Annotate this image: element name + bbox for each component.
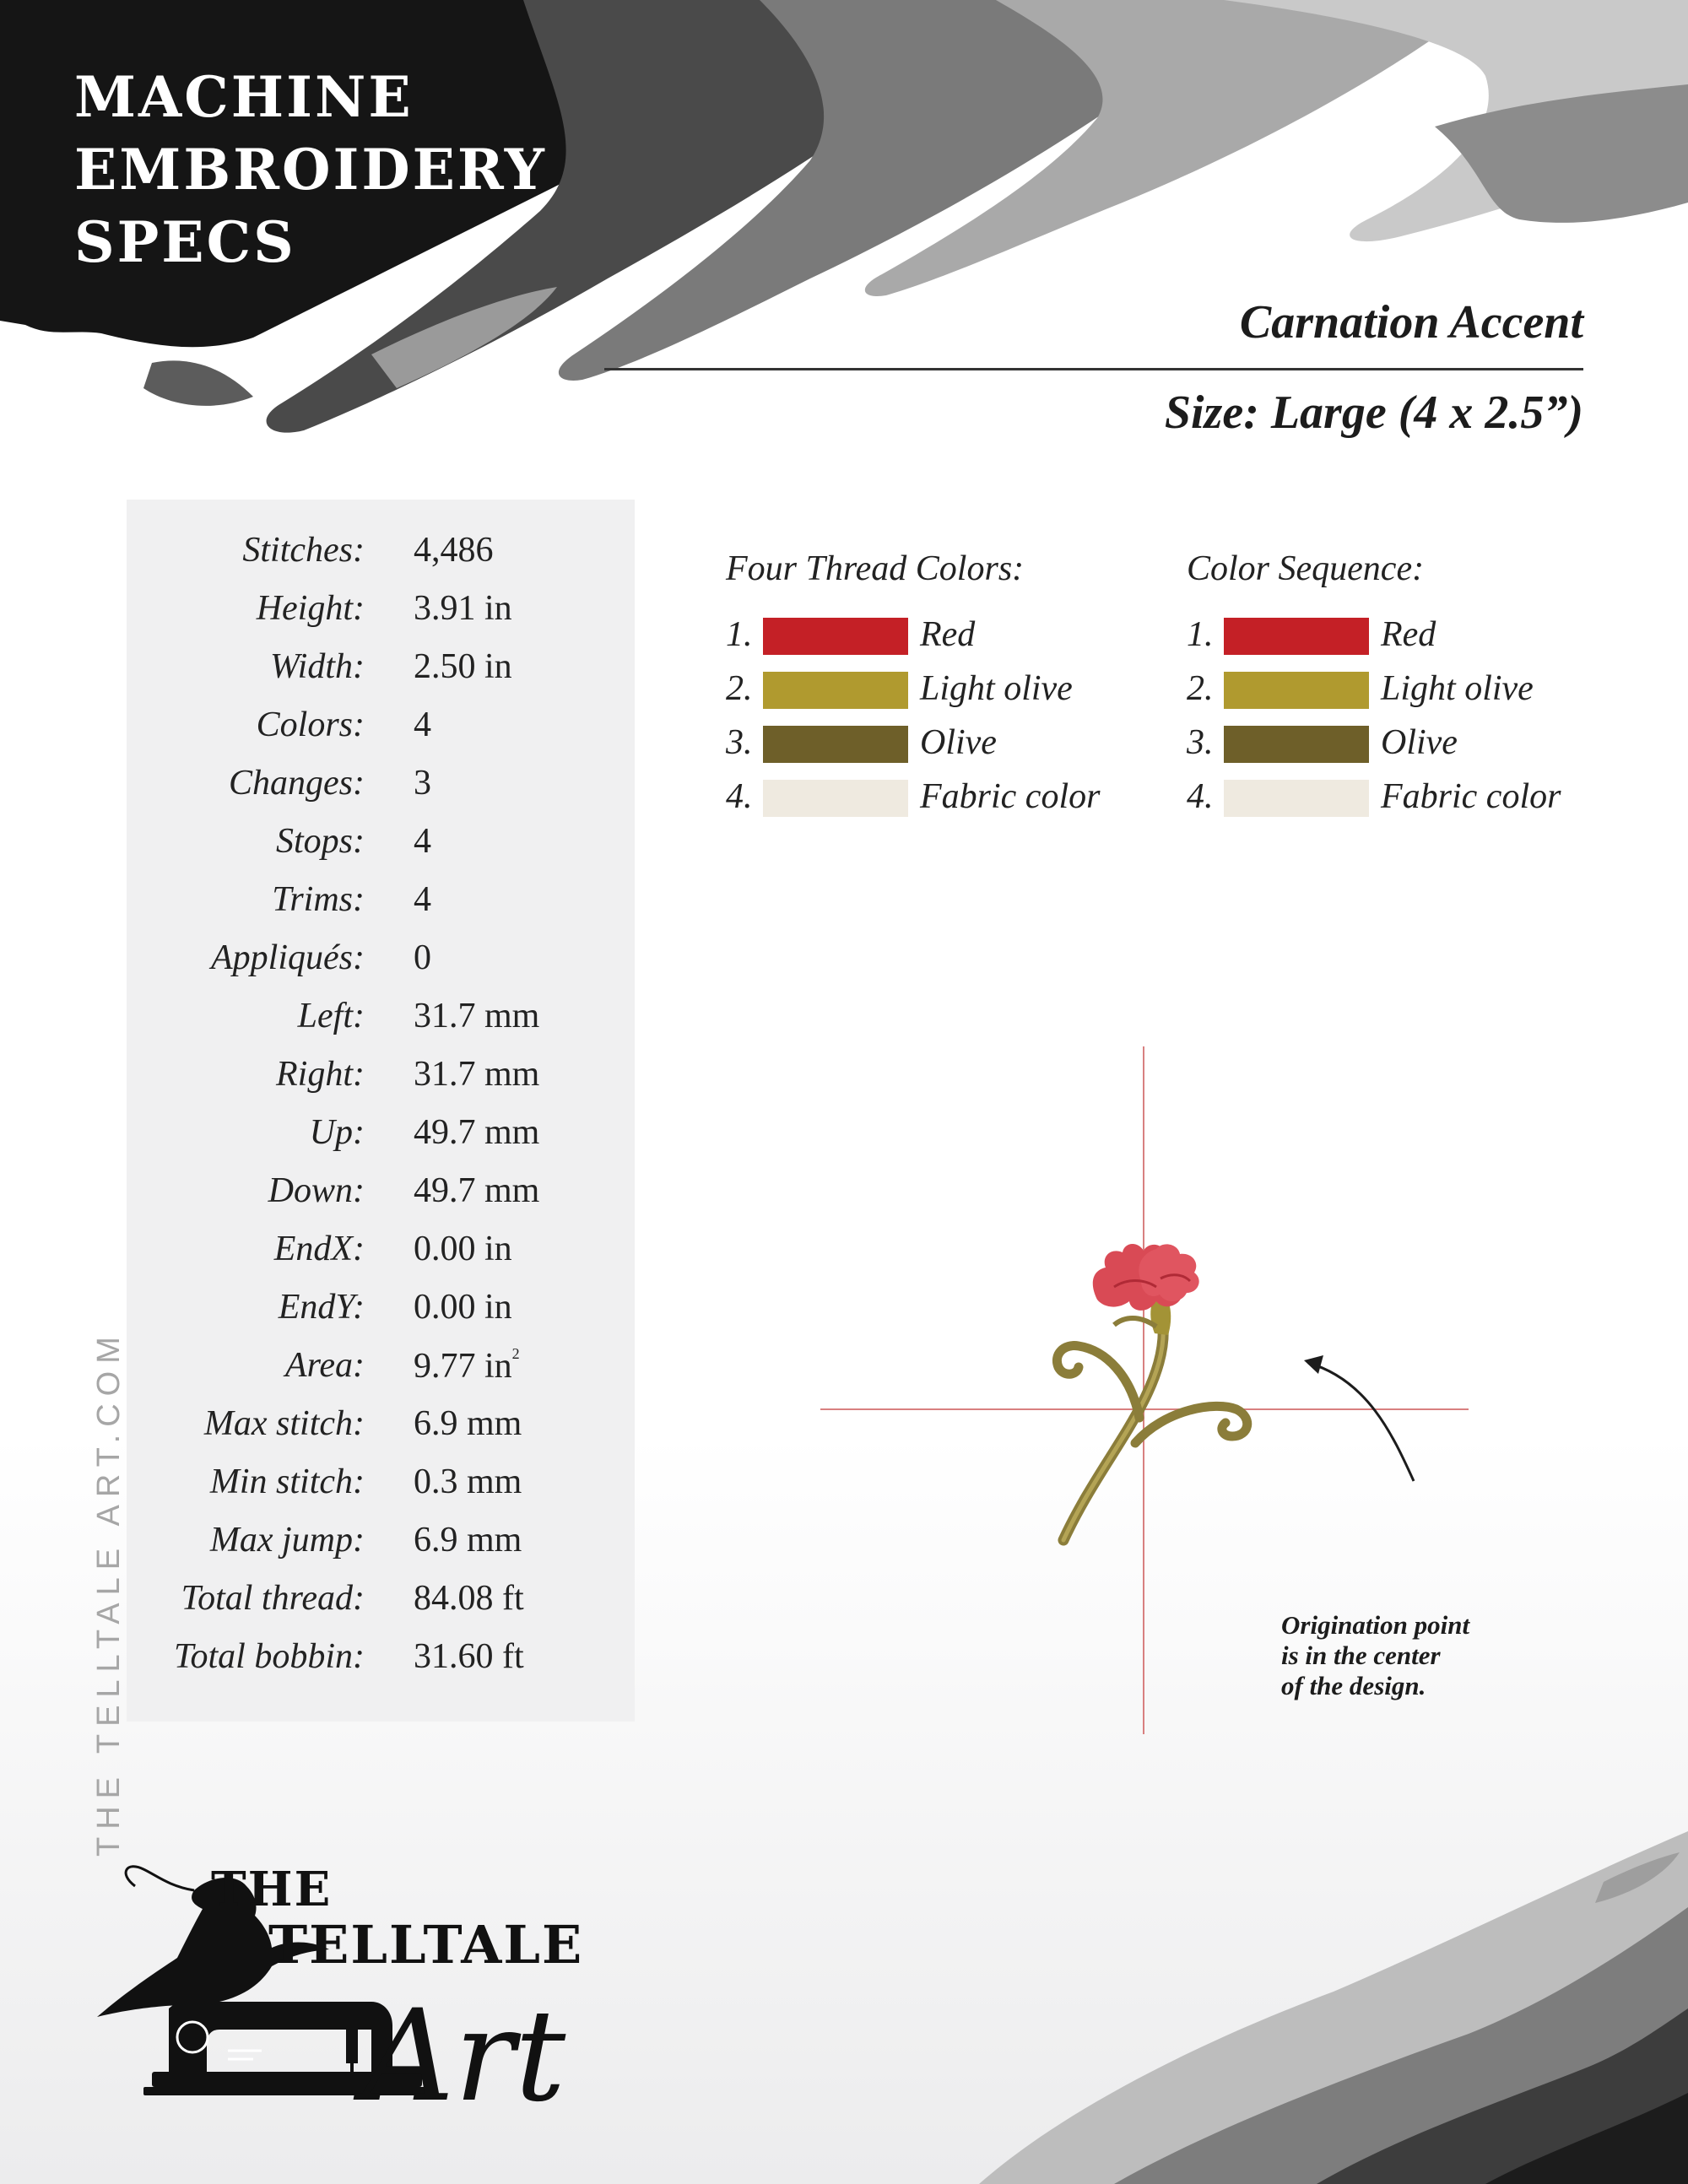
spec-value: 4 [414, 880, 431, 919]
spec-row [127, 938, 635, 988]
color-swatch [763, 780, 908, 817]
sequence-color-name: Olive [1381, 723, 1458, 762]
spec-value: 4 [414, 705, 431, 744]
spec-row [127, 1054, 635, 1105]
specs-panel [127, 500, 635, 1722]
spec-row [127, 996, 635, 1046]
spec-value: 31.7 mm [414, 997, 540, 1035]
spec-label: Down: [268, 1171, 365, 1210]
design-name: Carnation Accent [1239, 296, 1583, 349]
spec-value: 84.08 ft [414, 1579, 524, 1618]
spec-value: 0.3 mm [414, 1462, 522, 1501]
spec-value: 6.9 mm [414, 1404, 522, 1443]
spec-row [127, 705, 635, 755]
thread-name: Olive [920, 723, 997, 762]
origin-note [1281, 1610, 1469, 1701]
spec-value [414, 1345, 520, 1387]
spec-label: Stops: [276, 822, 365, 861]
spec-value: 3.91 in [414, 589, 512, 628]
thread-color-item [726, 668, 1148, 711]
thread-number: 3. [726, 723, 753, 762]
origin-note-line: Origination point [1281, 1610, 1470, 1640]
thread-number: 2. [726, 669, 753, 708]
spec-label: Min stitch: [209, 1462, 365, 1501]
spec-label: Changes: [229, 764, 365, 803]
color-sequence-list [1187, 549, 1609, 827]
spec-label: Width: [270, 647, 365, 686]
spec-row [127, 1578, 635, 1629]
page-title-line: MACHINE [74, 64, 414, 130]
page-title-line: EMBROIDERY [74, 137, 547, 203]
spec-label: Trims: [272, 880, 365, 919]
logo-text-art: Art [363, 1983, 566, 2130]
spec-row [127, 1345, 635, 1396]
spec-row [127, 1287, 635, 1338]
thread-name: Light olive [920, 669, 1073, 708]
spec-value: 2.50 in [414, 647, 512, 686]
spec-value: 4 [414, 822, 431, 861]
color-swatch [1224, 780, 1369, 817]
spec-value: 3 [414, 764, 431, 803]
area-unit-exponent: 2 [511, 1345, 520, 1362]
color-swatch [763, 726, 908, 763]
thread-name: Fabric color [920, 777, 1101, 816]
thread-color-item [726, 722, 1148, 765]
spec-label: EndY: [278, 1288, 365, 1327]
spec-value: 31.60 ft [414, 1637, 524, 1676]
origin-note-line: is in the center [1281, 1641, 1441, 1670]
thread-colors-heading: Four Thread Colors: [726, 549, 1025, 588]
spec-value: 49.7 mm [414, 1171, 540, 1210]
color-sequence-item [1187, 614, 1609, 657]
spec-row [127, 1112, 635, 1163]
color-sequence-item [1187, 722, 1609, 765]
spec-row [127, 588, 635, 639]
sequence-number: 1. [1187, 615, 1214, 654]
spec-row [127, 1229, 635, 1279]
sequence-color-name: Light olive [1381, 669, 1534, 708]
spec-row [127, 1462, 635, 1512]
thread-colors-list [726, 549, 1148, 827]
spec-value: 6.9 mm [414, 1521, 522, 1560]
spec-value: 31.7 mm [414, 1055, 540, 1094]
spec-label: Stitches: [242, 531, 365, 570]
spec-label: Max jump: [209, 1521, 365, 1560]
sequence-number: 4. [1187, 777, 1214, 816]
page-title-line: SPECS [74, 209, 296, 275]
spec-row [127, 821, 635, 872]
spec-row [127, 1520, 635, 1570]
area-value: 9.77 in [414, 1347, 512, 1386]
spec-row [127, 1403, 635, 1454]
carnation-embroidery-icon [1057, 1244, 1247, 1540]
sequence-number: 2. [1187, 669, 1214, 708]
spec-value: 0 [414, 938, 431, 977]
spec-label: Up: [309, 1113, 365, 1152]
spec-value: 0.00 in [414, 1288, 512, 1327]
spec-label: Appliqués: [211, 938, 365, 977]
spec-row [127, 1636, 635, 1687]
sequence-color-name: Red [1381, 615, 1436, 654]
color-swatch [763, 672, 908, 709]
spec-value: 4,486 [414, 531, 494, 570]
design-size: Size: Large (4 x 2.5”) [1164, 387, 1583, 439]
thread-number: 4. [726, 777, 753, 816]
spec-label: Area: [284, 1346, 365, 1385]
arrow-head-icon [1304, 1355, 1323, 1374]
spec-label: Total thread: [181, 1579, 365, 1618]
color-swatch [763, 618, 908, 655]
thread-number: 1. [726, 615, 753, 654]
color-sequence-heading: Color Sequence: [1187, 549, 1425, 588]
spec-label: Right: [276, 1055, 365, 1094]
color-swatch [1224, 618, 1369, 655]
thread-color-item [726, 614, 1148, 657]
spec-row [127, 1170, 635, 1221]
spec-row [127, 763, 635, 814]
sequence-number: 3. [1187, 723, 1214, 762]
spec-value: 0.00 in [414, 1230, 512, 1268]
title-divider [604, 368, 1583, 370]
side-url-text: THE TELLTALE ART.COM [91, 1329, 127, 1857]
color-swatch [1224, 726, 1369, 763]
color-swatch [1224, 672, 1369, 709]
thread-color-item [726, 776, 1148, 819]
sequence-color-name: Fabric color [1381, 777, 1561, 816]
spec-label: Left: [297, 997, 365, 1035]
color-sequence-item [1187, 776, 1609, 819]
spec-label: Colors: [256, 705, 365, 744]
spec-label: Max stitch: [203, 1404, 365, 1443]
spec-row [127, 879, 635, 930]
spec-label: Total bobbin: [174, 1637, 365, 1676]
thread-name: Red [920, 615, 976, 654]
color-sequence-item [1187, 668, 1609, 711]
spec-label: Height: [256, 589, 365, 628]
page-title [74, 61, 834, 278]
logo-text-telltale: TELLTALE [268, 1914, 584, 1976]
spec-value: 49.7 mm [414, 1113, 540, 1152]
spec-row [127, 646, 635, 697]
spec-label: EndX: [273, 1230, 365, 1268]
origin-arrow [1308, 1363, 1414, 1481]
logo-text-the: THE [211, 1862, 333, 1917]
spec-row [127, 530, 635, 581]
origin-note-line: of the design. [1281, 1671, 1426, 1700]
